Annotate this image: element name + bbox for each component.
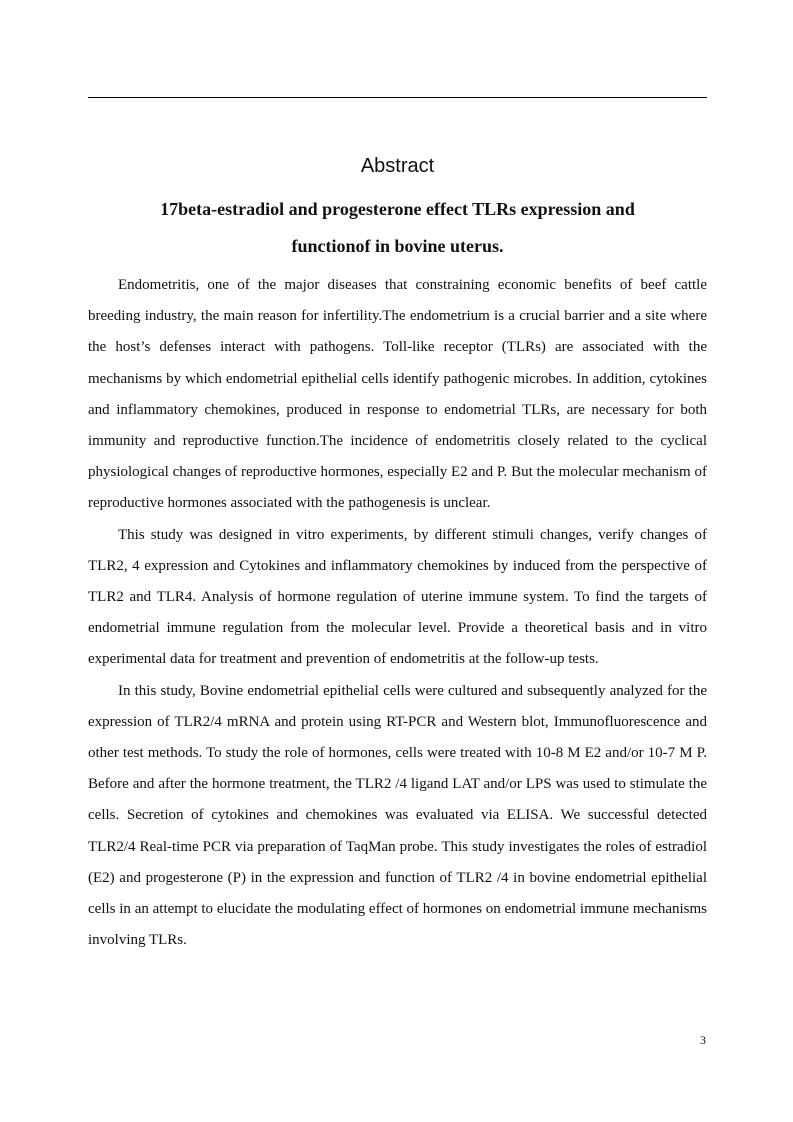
- abstract-paragraph-2: This study was designed in vitro experiments, by different stimuli changes, verify changes of TLR2, 4 expression and Cytokines and inflammatory chemokines by induced from the perspective of TLR2 and TLR4. Analysis of hormone regulation of uterine immune system. To find the targets of endometrial immune regulation from the molecular level. Provide a theoretical basis and in vitro experimental data for treatment and prevention of endometritis at the follow-up tests.: [88, 526, 707, 668]
- paper-title: [88, 191, 707, 265]
- abstract-paragraph-3: In this study, Bovine endometrial epithelial cells were cultured and subsequently analyzed for the expression of TLR2/4 mRNA and protein using RT-PCR and Western blot, Immunofluorescence and other test methods. To study the role of hormones, cells were treated with 10-8 M E2 and/or 10-7 M P. Before and after the hormone treatment, the TLR2 /4 ligand LAT and/or LPS was used to stimulate the cells. Secretion of cytokines and chemokines was evaluated via ELISA. We successful detected TLR2/4 Real-time PCR via preparation of TaqMan probe. This study investigates the roles of estradiol (E2) and progesterone (P) in the expression and function of TLR2 /4 in bovine endometrial epithelial cells in an attempt to elucidate the modulating effect of hormones on endometrial immune mechanisms involving TLRs.: [88, 682, 707, 949]
- abstract-heading: Abstract: [360, 155, 435, 177]
- paper-title-line-2: functionof in bovine uterus.: [291, 236, 504, 256]
- abstract-paragraph-1: Endometritis, one of the major diseases that constraining economic benefits of beef cattle breeding industry, the main reason for infertility.The endometrium is a crucial barrier and a site where the host’s defenses interact with pathogens. Toll-like receptor (TLRs) are associated with the mechanisms by which endometrial epithelial cells identify pathogenic microbes. In addition, cytokines and inflammatory chemokines, produced in response to endometrial TLRs, are necessary for both immunity and reproductive function.The incidence of endometritis closely related to the cyclical physiological changes of reproductive hormones, especially E2 and P. But the molecular mechanism of reproductive hormones associated with the pathogenesis is unclear.: [88, 277, 707, 512]
- paper-title-line-1: 17beta-estradiol and progesterone effect TLRs expression and: [160, 199, 635, 219]
- page-number: 3: [700, 1033, 706, 1047]
- header-rule: [88, 97, 707, 98]
- abstract-body: [88, 270, 707, 956]
